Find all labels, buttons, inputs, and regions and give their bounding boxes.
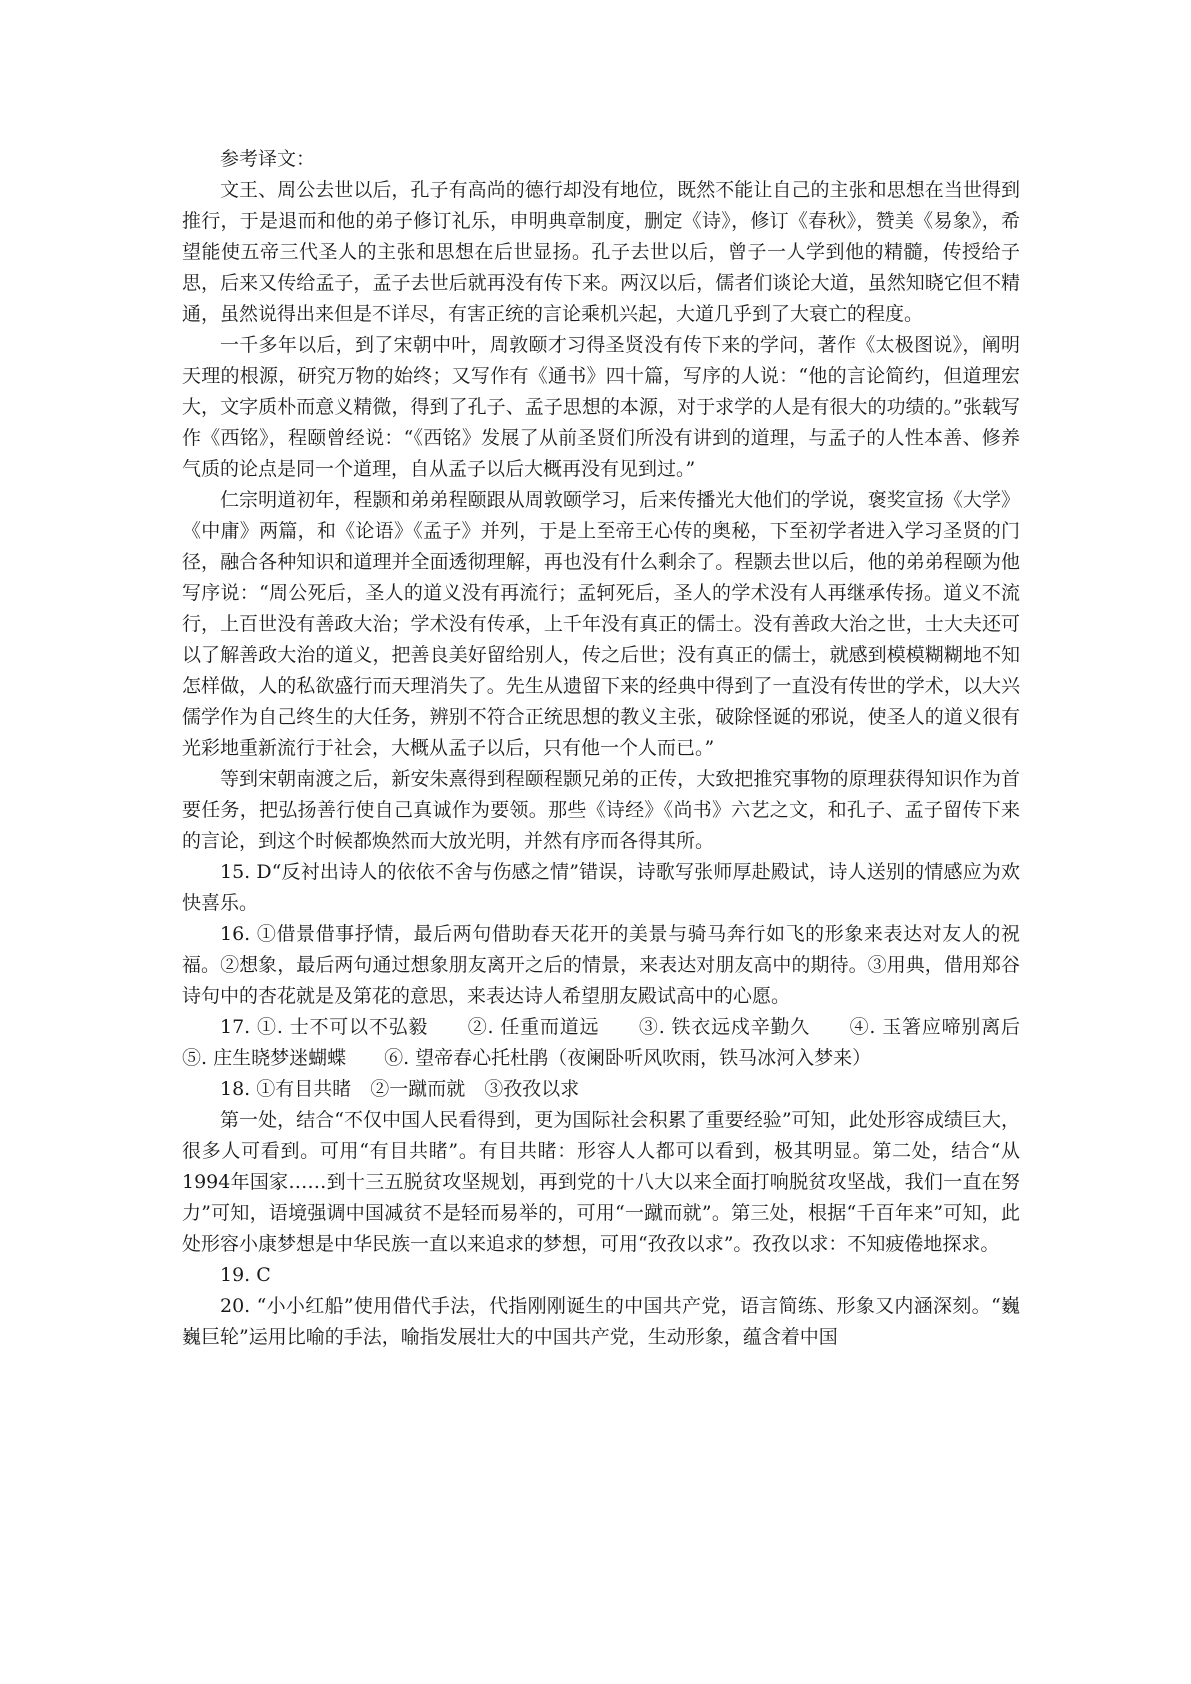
translation-paragraph-4: 等到宋朝南渡之后，新安朱熹得到程颐程颢兄弟的正传，大致把推究事物的原理获得知识作为首要任务，把弘扬善行使自己真诚作为要领。那些《诗经》《尚书》六艺之文，和孔子、孟子留传下来的言论，到这个时候都焕然而大放光明，并然有序而各得其所。 — [182, 768, 1020, 852]
answer-20: 20. “小小红船”使用借代手法，代指刚刚诞生的中国共产党，语言简练、形象又内涵深刻。“巍巍巨轮”运用比喻的手法，喻指发展壮大的中国共产党，生动形象，蕴含着中国 — [182, 1295, 1020, 1348]
translation-paragraph-2: 一千多年以后，到了宋朝中叶，周敦颐才习得圣贤没有传下来的学问，著作《太极图说》，阐明天理的根源，研究万物的始终；又写作有《通书》四十篇，写序的人说：“他的言论简约，但道理宏大，文字质朴而意义精微，得到了孔子、孟子思想的本源，对于求学的人是有很大的功绩的。”张载写作《西铭》，程颐曾经说：“《西铭》发展了从前圣贤们所没有讲到的道理，与孟子的人性本善、修养气质的论点是同一个道理，自从孟子以后大概再没有见到过。” — [182, 334, 1020, 480]
document-page — [182, 144, 1059, 1353]
answer-18-title: 18. ①有目共睹 ②一蹴而就 ③孜孜以求 — [220, 1078, 580, 1100]
translation-paragraph-1: 文王、周公去世以后，孔子有高尚的德行却没有地位，既然不能让自己的主张和思想在当世得到推行，于是退而和他的弟子修订礼乐，申明典章制度，删定《诗》，修订《春秋》，赞美《易象》，希望能使五帝三代圣人的主张和思想在后世显扬。孔子去世以后，曾子一人学到他的精髓，传授给子思，后来又传给孟子，孟子去世后就再没有传下来。两汉以后，儒者们谈论大道，虽然知晓它但不精通，虽然说得出来但是不详尽，有害正统的言论乘机兴起，大道几乎到了大衰亡的程度。 — [182, 179, 1020, 325]
translation-paragraph-3: 仁宗明道初年，程颢和弟弟程颐跟从周敦颐学习，后来传播光大他们的学说，褒奖宣扬《大学》《中庸》两篇，和《论语》《孟子》并列，于是上至帝王心传的奥秘，下至初学者进入学习圣贤的门径，融合各种知识和道理并全面透彻理解，再也没有什么剩余了。程颢去世以后，他的弟弟程颐为他写序说：“周公死后，圣人的道义没有再流行；孟轲死后，圣人的学术没有人再继承传扬。道义不流行，上百世没有善政大治；学术没有传承，上千年没有真正的儒士。没有善政大治之世，士大夫还可以了解善政大治的道义，把善良美好留给别人，传之后世；没有真正的儒士，就感到模模糊糊地不知怎样做，人的私欲盛行而天理消失了。先生从遗留下来的经典中得到了一直没有传世的学术，以大兴儒学作为自己终生的大任务，辨别不符合正统思想的教义主张，破除怪诞的邪说，使圣人的道义很有光彩地重新流行于社会，大概从孟子以后，只有他一个人而已。” — [182, 489, 1020, 759]
answer-18-explanation: 第一处，结合“不仅中国人民看得到，更为国际社会积累了重要经验”可知，此处形容成绩巨大，很多人可看到。可用“有目共睹”。有目共睹：形容人人都可以看到，极其明显。第二处，结合“从1994年国家……到十三五脱贫攻坚规划，再到党的十八大以来全面打响脱贫攻坚战，我们一直在努力”可知，语境强调中国减贫不是轻而易举的，可用“一蹴而就”。第三处，根据“千百年来”可知，此处形容小康梦想是中华民族一直以来追求的梦想，可用“孜孜以求”。孜孜以求：不知疲倦地探求。 — [182, 1109, 1020, 1255]
section-heading: 参考译文： — [220, 148, 316, 170]
answer-17: 17. ①. 士不可以不弘毅 ②. 任重而道远 ③. 铁衣远戍辛勤久 ④. 玉箸应啼别离后 ⑤. 庄生晓梦迷蝴蝶 ⑥. 望帝春心托杜鹃（夜阑卧听风吹雨，铁马冰河入梦来） — [182, 1016, 1059, 1069]
answer-15: 15. D“反衬出诗人的依依不舍与伤感之情”错误，诗歌写张师厚赴殿试，诗人送别的情感应为欢快喜乐。 — [182, 861, 1020, 914]
answer-16: 16. ①借景借事抒情，最后两句借助春天花开的美景与骑马奔行如飞的形象来表达对友人的祝福。②想象，最后两句通过想象朋友离开之后的情景，来表达对朋友高中的期待。③用典，借用郑谷诗句中的杏花就是及第花的意思，来表达诗人希望朋友殿试高中的心愿。 — [182, 923, 1020, 1007]
answer-19: 19. C — [220, 1264, 271, 1286]
